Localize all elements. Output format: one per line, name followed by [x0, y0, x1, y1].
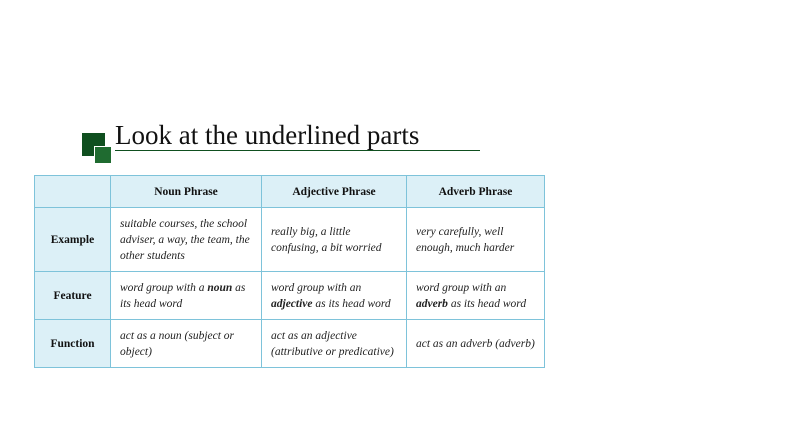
- row-label-function: Function: [35, 320, 111, 368]
- title-underline: [115, 150, 480, 151]
- feature-adjective-pre: word group with an: [271, 281, 362, 294]
- feature-noun-bold: noun: [207, 281, 233, 294]
- example-adjective: really big, a little confusing, a bit worried: [262, 208, 407, 272]
- slide-title: Look at the underlined parts: [115, 120, 420, 150]
- feature-adverb-bold: adverb: [416, 297, 448, 310]
- table-header-row: [35, 176, 545, 208]
- feature-adverb-post: as its head word: [447, 297, 527, 310]
- feature-adjective: [262, 272, 407, 320]
- header-adverb-phrase: Adverb Phrase: [407, 176, 545, 208]
- example-noun: suitable courses, the school adviser, a way, the team, the other students: [111, 208, 262, 272]
- header-noun-phrase: Noun Phrase: [111, 176, 262, 208]
- function-noun: act as a noun (subject or object): [111, 320, 262, 368]
- phrase-table: [34, 175, 545, 368]
- header-corner: [35, 176, 111, 208]
- title-square-light: [94, 146, 112, 164]
- feature-adverb-pre: word group with an: [416, 281, 507, 294]
- feature-noun-pre: word group with a: [120, 281, 208, 294]
- row-label-feature: Feature: [35, 272, 111, 320]
- feature-noun-post: as its head word: [120, 281, 246, 310]
- table-row-example: [35, 208, 545, 272]
- slide-title-block: [82, 120, 482, 164]
- feature-adjective-bold: adjective: [271, 297, 313, 310]
- feature-adverb: [407, 272, 545, 320]
- example-adverb: very carefully, well enough, much harder: [407, 208, 545, 272]
- function-adjective: act as an adjective (attributive or predicative): [262, 320, 407, 368]
- row-label-example: Example: [35, 208, 111, 272]
- table-row-function: [35, 320, 545, 368]
- header-adjective-phrase: Adjective Phrase: [262, 176, 407, 208]
- table-row-feature: [35, 272, 545, 320]
- feature-noun: [111, 272, 262, 320]
- feature-adjective-post: as its head word: [312, 297, 391, 310]
- function-adverb: act as an adverb (adverb): [407, 320, 545, 368]
